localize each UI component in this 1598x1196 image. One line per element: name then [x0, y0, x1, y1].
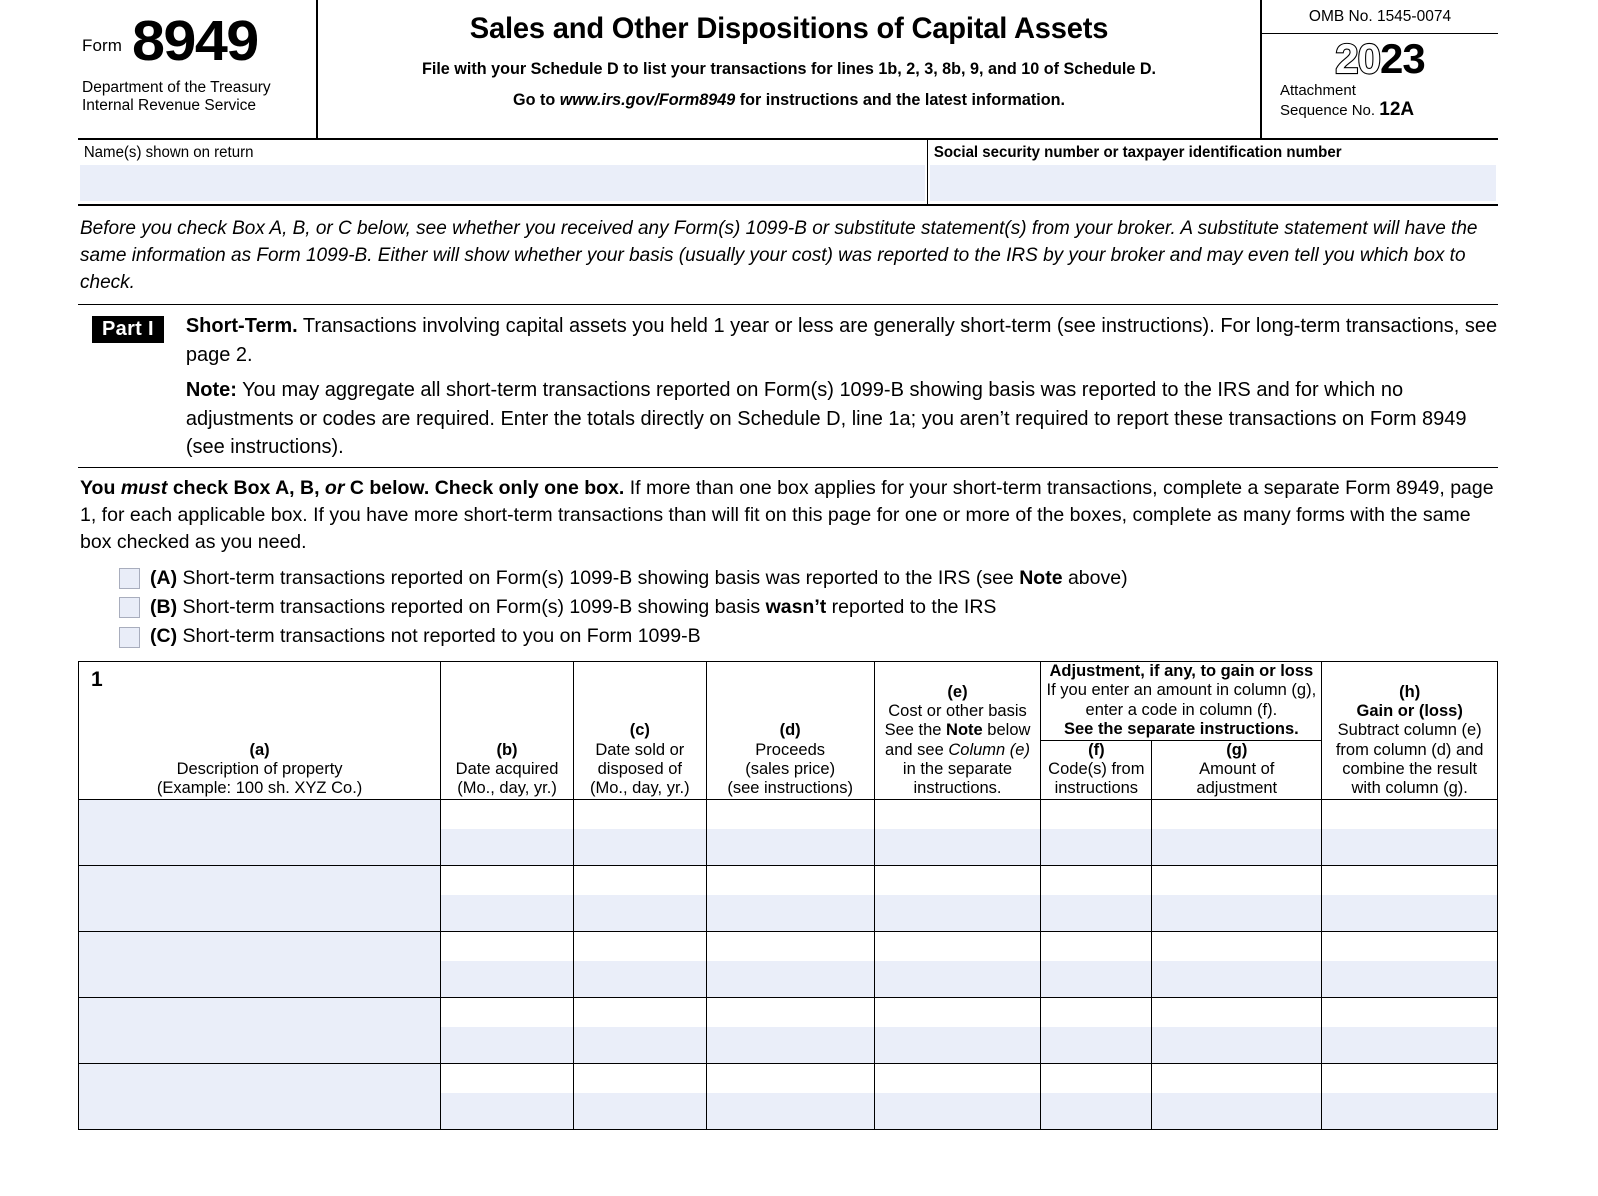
input-row3-g[interactable]	[1152, 961, 1321, 997]
column-e-line-1: Cost or other basis	[888, 702, 1027, 721]
cell-row1-e[interactable]	[874, 799, 1041, 865]
column-e-note-bold: Note	[946, 721, 983, 740]
ssn-cell	[928, 140, 1498, 204]
form-header	[78, 0, 1498, 140]
adjustment-group-header	[1041, 661, 1322, 740]
column-e-line-3	[875, 741, 1041, 760]
cell-row5-a[interactable]	[79, 1063, 441, 1129]
column-f-line-1: Code(s) from	[1048, 759, 1145, 778]
sequence-line	[1280, 99, 1498, 121]
form-identity-block	[78, 0, 318, 138]
column-header-h	[1322, 661, 1498, 799]
column-a-line-1: Description of property	[176, 759, 343, 778]
cell-row4-a[interactable]	[79, 997, 441, 1063]
table-header-row	[79, 661, 1498, 740]
column-h-letter: (h)	[1399, 682, 1421, 701]
input-row5-d[interactable]	[707, 1093, 874, 1129]
attachment-label: Attachment	[1280, 82, 1356, 99]
adjustment-header-line-1: Adjustment, if any, to gain or loss	[1049, 661, 1314, 680]
omb-number: OMB No. 1545-0074	[1262, 0, 1498, 34]
tax-year-block	[1262, 34, 1498, 121]
cell-row1-g[interactable]	[1152, 799, 1322, 865]
column-f-line-2: instructions	[1054, 779, 1139, 798]
option-row-b	[78, 596, 1498, 619]
column-h-line-3: combine the result	[1342, 759, 1478, 778]
must-check-italic-1: must	[120, 477, 168, 500]
note-paragraph	[186, 376, 1498, 461]
tax-year	[1262, 35, 1498, 82]
input-row3-d[interactable]	[707, 961, 874, 997]
option-c-letter: (C)	[150, 625, 178, 648]
cell-row4-g[interactable]	[1152, 997, 1322, 1063]
input-row1-h[interactable]	[1322, 829, 1497, 865]
input-row2-e[interactable]	[875, 895, 1041, 931]
table-row	[79, 865, 1498, 931]
cell-row5-b[interactable]	[441, 1063, 574, 1129]
option-row-c	[78, 625, 1498, 648]
cell-row5-h[interactable]	[1322, 1063, 1498, 1129]
short-term-paragraph	[186, 312, 1498, 369]
cell-row2-b[interactable]	[441, 865, 574, 931]
input-row5-b[interactable]	[441, 1093, 573, 1129]
option-b-text-before: Short-term transactions reported on Form(s) 1099-B showing basis	[177, 595, 766, 618]
option-a-bold-mid: Note	[1019, 566, 1063, 589]
input-row1-f[interactable]	[1041, 829, 1151, 865]
adjustment-header-line-3: enter a code in column (f).	[1085, 700, 1278, 719]
column-c-line-1: Date sold or	[595, 740, 685, 759]
part-1-badge: Part I	[92, 316, 164, 343]
option-b-bold-mid: wasn’t	[765, 595, 827, 618]
input-row3-f[interactable]	[1041, 961, 1151, 997]
input-row3-e[interactable]	[875, 961, 1041, 997]
attachment-sequence	[1262, 82, 1498, 121]
cell-row1-f[interactable]	[1041, 799, 1152, 865]
column-h-bold-line: Gain or (loss)	[1356, 702, 1463, 721]
column-header-f	[1041, 740, 1152, 799]
option-b-text-after: reported to the IRS	[826, 595, 997, 618]
cell-row5-d[interactable]	[706, 1063, 874, 1129]
must-check-paragraph	[78, 468, 1498, 562]
department-line-1: Department of the Treasury	[82, 78, 271, 96]
form-number: 8949	[132, 9, 258, 73]
cell-row3-d[interactable]	[706, 931, 874, 997]
sequence-number: 12A	[1379, 99, 1415, 121]
box-options-group	[78, 563, 1498, 661]
column-header-g	[1152, 740, 1322, 799]
checkbox-option-c[interactable]	[119, 627, 140, 648]
option-c-text-before: Short-term transactions not reported to you on Form 1099-B	[177, 625, 701, 648]
name-input[interactable]	[80, 165, 925, 201]
cell-row2-g[interactable]	[1152, 865, 1322, 931]
table-row	[79, 799, 1498, 865]
cell-row4-e[interactable]	[874, 997, 1041, 1063]
ssn-input[interactable]	[930, 165, 1496, 201]
cell-row3-f[interactable]	[1041, 931, 1152, 997]
input-row4-b[interactable]	[441, 1027, 573, 1063]
column-f-letter: (f)	[1088, 740, 1105, 759]
cell-row2-f[interactable]	[1041, 865, 1152, 931]
column-header-c	[573, 661, 706, 799]
input-row1-c[interactable]	[574, 829, 706, 865]
cell-row4-d[interactable]	[706, 997, 874, 1063]
goto-suffix: for instructions and the latest information.	[735, 91, 1065, 109]
sequence-label: Sequence No.	[1280, 102, 1380, 120]
form-subtitle: File with your Schedule D to list your transactions for lines 1b, 2, 3, 8b, 9, and 10 of Schedule D.	[421, 60, 1157, 78]
cell-row2-h[interactable]	[1322, 865, 1498, 931]
input-row5-h[interactable]	[1322, 1093, 1497, 1129]
option-a-text-before: Short-term transactions reported on Form(s) 1099-B showing basis was reported to the IRS (see	[177, 566, 1020, 589]
form-number-line	[78, 9, 316, 73]
column-b-letter: (b)	[496, 740, 518, 759]
department-label	[78, 79, 316, 116]
input-row1-b[interactable]	[441, 829, 573, 865]
column-a-letter: (a)	[249, 740, 270, 759]
column-b-line-1: Date acquired	[455, 759, 559, 778]
cell-row3-c[interactable]	[573, 931, 706, 997]
column-g-line-1: Amount of	[1199, 759, 1275, 778]
input-row5-c[interactable]	[574, 1093, 706, 1129]
input-row4-f[interactable]	[1041, 1027, 1151, 1063]
cell-row2-d[interactable]	[706, 865, 874, 931]
column-e-line-4: in the separate	[902, 759, 1013, 778]
column-e-line-2	[875, 721, 1041, 740]
option-b-label	[150, 596, 996, 619]
column-e-line-3a: and see	[885, 740, 949, 759]
cell-row4-b[interactable]	[441, 997, 574, 1063]
cell-row1-h[interactable]	[1322, 799, 1498, 865]
cell-row3-g[interactable]	[1152, 931, 1322, 997]
cell-row3-e[interactable]	[874, 931, 1041, 997]
table-row	[79, 931, 1498, 997]
cell-row5-c[interactable]	[573, 1063, 706, 1129]
cell-row4-h[interactable]	[1322, 997, 1498, 1063]
omb-block	[1260, 0, 1498, 138]
input-row4-e[interactable]	[875, 1027, 1041, 1063]
must-check-bold-2: check Box A, B,	[167, 477, 325, 500]
input-row4-d[interactable]	[707, 1027, 874, 1063]
input-row3-b[interactable]	[441, 961, 573, 997]
input-row4-c[interactable]	[574, 1027, 706, 1063]
cell-row2-e[interactable]	[874, 865, 1041, 931]
column-h-line-4: with column (g).	[1351, 779, 1468, 798]
column-d-line-2: (sales price)	[745, 759, 836, 778]
column-h-line-2: from column (d) and	[1335, 740, 1484, 759]
tax-year-suffix: 23	[1380, 35, 1425, 82]
checkbox-option-a[interactable]	[119, 568, 140, 589]
must-check-rest: If more than one box applies for your short-term transactions, complete a separate Form 8949, page 1, for each applicable box. If you have more short-term transactions than will fit on this page for one or more of the boxes, complete as many forms with the same box checked as you need.	[80, 477, 1494, 554]
input-row1-e[interactable]	[875, 829, 1041, 865]
short-term-label: Short-Term.	[185, 315, 298, 338]
column-header-d	[706, 661, 874, 799]
tax-year-century: 20	[1335, 35, 1380, 82]
transactions-table-body	[79, 799, 1498, 1129]
input-row2-b[interactable]	[441, 895, 573, 931]
cell-row3-b[interactable]	[441, 931, 574, 997]
form-title-block	[318, 0, 1260, 138]
transactions-table	[78, 661, 1498, 1130]
form-8949-page	[78, 0, 1498, 1130]
input-row1-d[interactable]	[707, 829, 874, 865]
input-row2-c[interactable]	[574, 895, 706, 931]
name-cell	[78, 140, 928, 204]
form-goto-line	[327, 91, 1250, 110]
column-e-line-5: instructions.	[913, 779, 1002, 798]
note-body: You may aggregate all short-term transactions reported on Form(s) 1099-B showing basis was reported to the IRS and for which no adjustments or codes are required. Enter the totals directly on Schedule D, line 1a; you aren’t required to report these transactions on Form 8949 (see instructions).	[185, 379, 1467, 458]
column-d-line-3: (see instructions)	[727, 779, 853, 798]
adjustment-header-line-2: If you enter an amount in column (g),	[1046, 681, 1317, 700]
cell-row4-c[interactable]	[573, 997, 706, 1063]
column-header-a	[79, 661, 441, 799]
cell-row2-c[interactable]	[573, 865, 706, 931]
cell-row5-g[interactable]	[1152, 1063, 1322, 1129]
input-row2-h[interactable]	[1322, 895, 1497, 931]
must-check-bold-3: C below. Check only one box.	[344, 477, 625, 500]
intro-paragraph: Before you check Box A, B, or C below, see whether you received any Form(s) 1099-B or substitute statement(s) from your broker. A substitute statement will have the same information as Form 1099-B. Either will show whether your basis (usually your cost) was reported to the IRS by your broker and may even tell you which box to check.	[78, 206, 1498, 305]
goto-prefix: Go to	[513, 91, 560, 109]
column-g-line-2: adjustment	[1196, 779, 1278, 798]
column-e-line-2a: See the	[884, 721, 947, 740]
department-line-2: Internal Revenue Service	[82, 97, 257, 115]
table-row	[79, 1063, 1498, 1129]
column-c-line-3: (Mo., day, yr.)	[589, 779, 690, 798]
input-row3-h[interactable]	[1322, 961, 1497, 997]
irs-url-link[interactable]: www.irs.gov/Form8949	[559, 91, 736, 109]
note-label: Note:	[185, 379, 237, 402]
option-a-label	[150, 567, 1128, 590]
option-b-letter: (B)	[150, 595, 178, 618]
short-term-body: Transactions involving capital assets you held 1 year or less are generally short-term (see instructions). For long-term transactions, see page 2.	[185, 315, 1498, 366]
must-check-bold-1: You	[80, 477, 121, 500]
column-g-letter: (g)	[1226, 740, 1248, 759]
input-row1-g[interactable]	[1152, 829, 1321, 865]
cell-row3-a[interactable]	[79, 931, 441, 997]
option-a-text-after: above)	[1062, 566, 1128, 589]
input-row2-d[interactable]	[707, 895, 874, 931]
form-word-label: Form	[82, 35, 123, 55]
name-label: Name(s) shown on return	[83, 144, 254, 161]
option-c-label	[150, 625, 701, 648]
column-c-letter: (c)	[629, 721, 650, 740]
part-1-text	[164, 312, 1498, 461]
option-a-letter: (A)	[150, 566, 178, 589]
line-number-1: 1	[91, 667, 103, 691]
cell-row4-f[interactable]	[1041, 997, 1152, 1063]
input-row5-g[interactable]	[1152, 1093, 1321, 1129]
column-h-line-1: Subtract column (e)	[1337, 721, 1482, 740]
column-d-letter: (d)	[779, 721, 801, 740]
input-row4-h[interactable]	[1322, 1027, 1497, 1063]
input-row2-f[interactable]	[1041, 895, 1151, 931]
cell-row2-a[interactable]	[79, 865, 441, 931]
column-header-e	[874, 661, 1041, 799]
cell-row1-b[interactable]	[441, 799, 574, 865]
must-check-italic-2: or	[324, 477, 345, 500]
column-header-b	[441, 661, 574, 799]
cell-row1-d[interactable]	[706, 799, 874, 865]
input-row5-e[interactable]	[875, 1093, 1041, 1129]
cell-row1-c[interactable]	[573, 799, 706, 865]
table-row	[79, 997, 1498, 1063]
option-row-a	[78, 567, 1498, 590]
input-row2-g[interactable]	[1152, 895, 1321, 931]
column-a-line-2: (Example: 100 sh. XYZ Co.)	[156, 779, 363, 798]
column-c-line-2: disposed of	[597, 759, 683, 778]
part-1-section	[78, 305, 1498, 468]
column-e-letter: (e)	[947, 682, 968, 701]
input-row5-f[interactable]	[1041, 1093, 1151, 1129]
ssn-label: Social security number or taxpayer identification number	[933, 144, 1342, 161]
taxpayer-identity-row	[78, 140, 1498, 206]
cell-row1-a[interactable]	[79, 799, 441, 865]
column-e-italic-ref: Column (e)	[948, 740, 1030, 759]
adjustment-header-line-4: See the separate instructions.	[1064, 720, 1299, 739]
page-title: Sales and Other Dispositions of Capital Assets	[469, 12, 1109, 45]
column-d-line-1: Proceeds	[755, 740, 826, 759]
column-e-line-2c: below	[982, 721, 1031, 740]
cell-row3-h[interactable]	[1322, 931, 1498, 997]
input-row3-c[interactable]	[574, 961, 706, 997]
cell-row5-f[interactable]	[1041, 1063, 1152, 1129]
checkbox-option-b[interactable]	[119, 597, 140, 618]
input-row4-g[interactable]	[1152, 1027, 1321, 1063]
cell-row5-e[interactable]	[874, 1063, 1041, 1129]
column-b-line-2: (Mo., day, yr.)	[457, 779, 557, 798]
